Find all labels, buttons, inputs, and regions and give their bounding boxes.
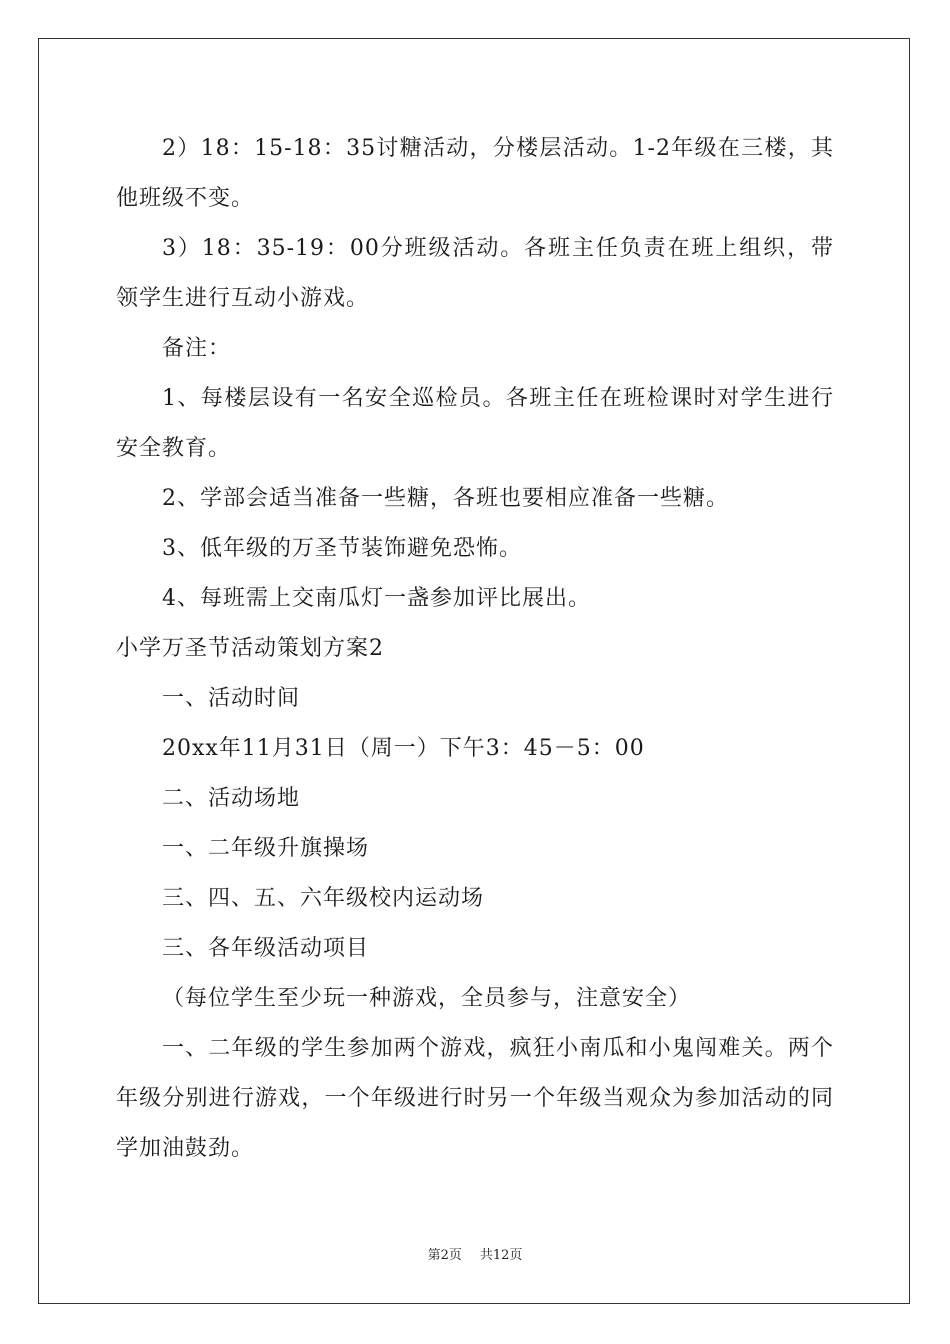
paragraph: 20xx年11月31日（周一）下午3：45－5：00 bbox=[162, 736, 645, 761]
paragraph: 一、二年级的学生参加两个游戏，疯狂小南瓜和小鬼闯难关。两个年级分别进行游戏，一个年级进行时另一个年级当观众为参加活动的同学加油鼓劲。 bbox=[116, 1036, 834, 1161]
page-footer bbox=[0, 1244, 950, 1263]
section-heading: 二、活动场地 bbox=[162, 786, 301, 811]
page-number: 第2页 bbox=[427, 1248, 462, 1263]
document-body bbox=[116, 124, 834, 1174]
paragraph: 3、低年级的万圣节装饰避免恐怖。 bbox=[162, 536, 522, 561]
notes-heading: 备注： bbox=[162, 336, 232, 361]
paragraph: 3）18：35-19：00分班级活动。各班主任负责在班上组织，带领学生进行互动小游戏。 bbox=[116, 236, 834, 311]
paragraph: （每位学生至少玩一种游戏，全员参与，注意安全） bbox=[162, 986, 692, 1011]
paragraph: 三、四、五、六年级校内运动场 bbox=[162, 886, 485, 911]
paragraph: 4、每班需上交南瓜灯一盏参加评比展出。 bbox=[162, 586, 591, 611]
paragraph: 2、学部会适当准备一些糖，各班也要相应准备一些糖。 bbox=[162, 486, 729, 511]
section-title: 小学万圣节活动策划方案2 bbox=[116, 636, 384, 661]
page-total: 共12页 bbox=[479, 1248, 523, 1263]
paragraph: 一、二年级升旗操场 bbox=[162, 836, 370, 861]
section-heading: 三、各年级活动项目 bbox=[162, 936, 370, 961]
paragraph: 1、每楼层设有一名安全巡检员。各班主任在班检课时对学生进行安全教育。 bbox=[116, 386, 834, 461]
section-heading: 一、活动时间 bbox=[162, 686, 301, 711]
paragraph: 2）18：15-18：35讨糖活动，分楼层活动。1-2年级在三楼，其他班级不变。 bbox=[116, 136, 834, 211]
